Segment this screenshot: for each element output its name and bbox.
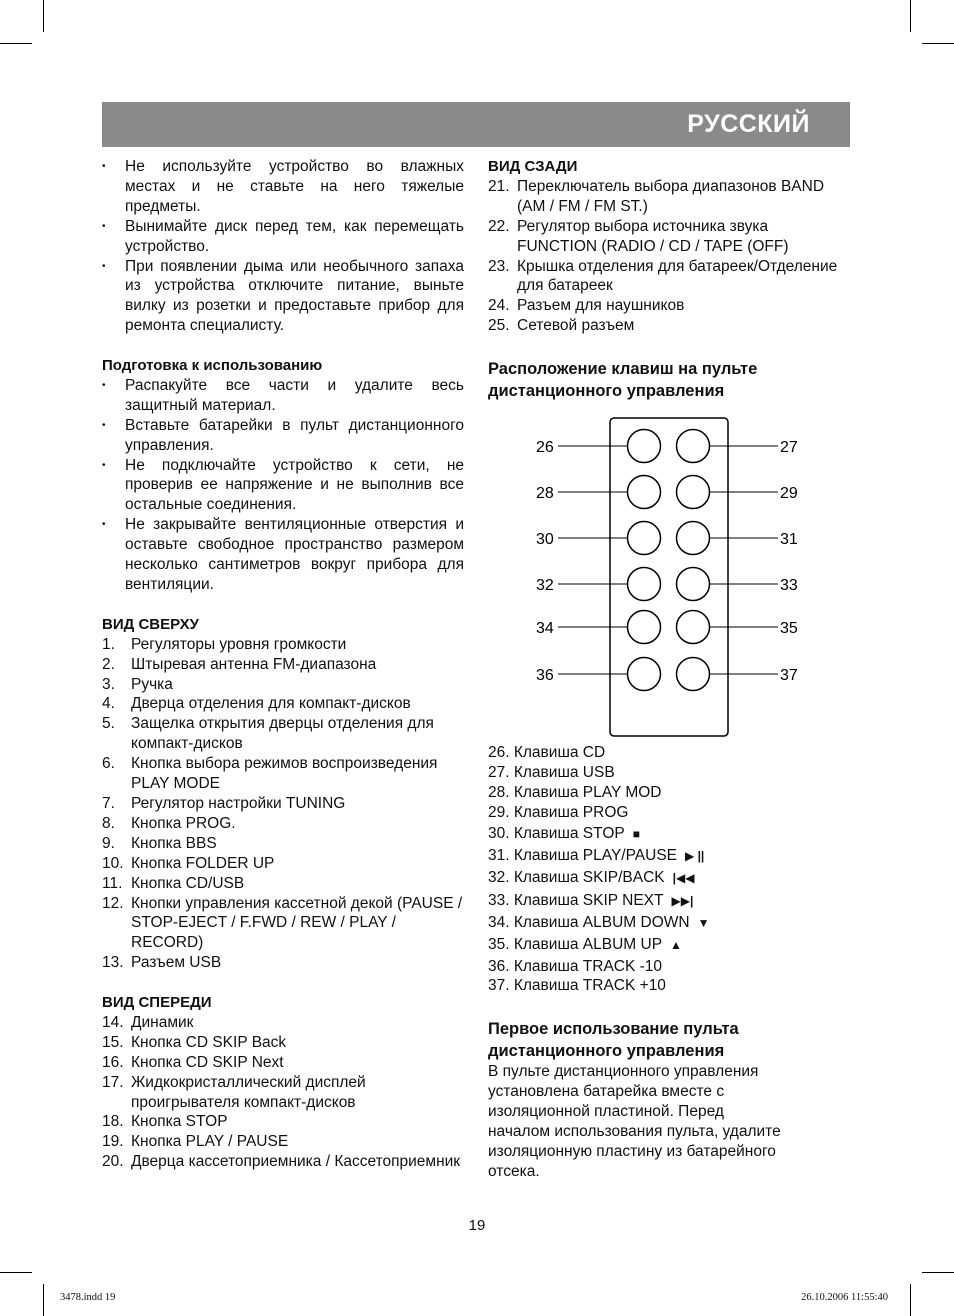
bullet-item: • Не подключайте устройство к сети, не проверив ее напряжение и не выполнив все остальные соединения. [102, 456, 464, 516]
remote-key-text: 29. Клавиша PROG [488, 803, 629, 821]
list-item-text: Кнопка выбора режимов воспроизведения PLAY MODE [131, 755, 438, 793]
remote-key-symbol-icon: ▶ || [685, 849, 705, 864]
bullet-item: • При появлении дыма или необычного запаха из устройства отключите питание, выньте вилку из розетки и предоставьте прибор для ремонта специалисту. [102, 257, 464, 337]
remote-key-text: 33. Клавиша SKIP NEXT [488, 891, 664, 909]
list-item [102, 1033, 464, 1053]
list-item-text: Кнопка PROG. [131, 814, 236, 832]
remote-key-symbol-icon: ▲ [670, 938, 682, 953]
button-label-right: 29 [780, 485, 798, 503]
button-label-left: 28 [536, 485, 554, 503]
paragraph-line: отсека. [488, 1162, 540, 1180]
front-view-heading: ВИД СПЕРЕДИ [102, 994, 212, 1012]
remote-button-left [628, 658, 661, 691]
first-use-heading: Первое использование пульта дистанционного управления [488, 1020, 739, 1061]
list-item [102, 1112, 464, 1132]
list-item-number: 3. [102, 675, 115, 693]
remote-button-right [677, 430, 710, 463]
remote-key-symbol-icon: |◀◀ [672, 871, 695, 886]
preparation-bullet-list [102, 376, 464, 595]
rear-view-list [488, 177, 850, 336]
top-view-list [102, 635, 464, 973]
list-item-text: Кнопки управления кассетной декой (PAUSE / STOP-EJECT / F.FWD / REW / PLAY / RECORD) [131, 894, 463, 952]
list-item-text: Регуляторы уровня громкости [131, 635, 347, 653]
list-item-number: 12. [102, 894, 124, 912]
list-item-number: 4. [102, 695, 115, 713]
list-item-number: 11. [102, 874, 123, 892]
remote-button-right [677, 476, 710, 509]
button-label-left: 26 [536, 439, 554, 457]
paragraph-line: изоляционной пластиной. Перед [488, 1103, 724, 1121]
button-label-left: 36 [536, 667, 554, 685]
remote-key-item [488, 976, 850, 996]
bullet-item: • Не используйте устройство во влажных местах и не ставьте на него тяжелые предметы. [102, 157, 464, 217]
list-item-number: 2. [102, 655, 115, 673]
list-item-number: 23. [488, 257, 510, 275]
remote-button-right [677, 658, 710, 691]
list-item [102, 953, 464, 973]
remote-key-item [488, 845, 850, 867]
remote-key-text: 28. Клавиша PLAY MOD [488, 783, 662, 801]
list-item-number: 24. [488, 297, 510, 315]
remote-key-item [488, 803, 850, 823]
list-item [488, 316, 850, 336]
remote-button-left [628, 568, 661, 601]
list-item-number: 1. [102, 635, 115, 653]
list-item-text: Кнопка PLAY / PAUSE [131, 1133, 289, 1151]
list-item-text: Динамик [131, 1013, 194, 1031]
right-column [488, 157, 850, 1182]
list-item-text: Дверца отделения для компакт-дисков [131, 695, 411, 713]
list-item-text: Разъем USB [131, 954, 222, 972]
list-item [102, 714, 464, 754]
crop-mark [0, 43, 32, 44]
list-item-number: 10. [102, 854, 124, 872]
remote-key-text: 27. Клавиша USB [488, 764, 615, 782]
bullet-item: • Не закрывайте вентиляционные отверстия и оставьте свободное пространство размером несколько сантиметров вокруг прибора для вентиляции. [102, 515, 464, 595]
remote-key-item [488, 934, 850, 956]
list-item-number: 19. [102, 1133, 124, 1151]
remote-button-left [628, 476, 661, 509]
remote-key-text: 31. Клавиша PLAY/PAUSE [488, 847, 677, 865]
list-item [102, 854, 464, 874]
remote-key-text: 34. Клавиша ALBUM DOWN [488, 913, 690, 931]
remote-key-item [488, 823, 850, 845]
list-item-text: Кнопка CD SKIP Back [131, 1033, 287, 1051]
list-item-text: Сетевой разъем [517, 317, 635, 335]
remote-key-text: 30. Клавиша STOP [488, 824, 625, 842]
paragraph-line: началом использования пульта, удалите [488, 1123, 781, 1141]
remote-key-symbol-icon: ▶▶| [671, 893, 694, 908]
button-label-right: 35 [780, 620, 798, 638]
list-item-number: 18. [102, 1113, 124, 1131]
list-item-text: Дверца кассетоприемника / Кассетоприемник [131, 1153, 461, 1171]
remote-layout-heading: Расположение клавиш на пульте дистанционного управления [488, 360, 758, 401]
remote-body-outline [610, 418, 728, 736]
list-item-number: 20. [102, 1153, 124, 1171]
list-item-number: 9. [102, 834, 115, 852]
list-item-text: Жидкокристаллический дисплей проигрывателя компакт-дисков [131, 1073, 366, 1111]
button-label-right: 27 [780, 439, 798, 457]
page-number: 19 [468, 1217, 486, 1234]
remote-diagram [488, 410, 850, 750]
button-label-left: 32 [536, 577, 554, 595]
list-item [102, 834, 464, 854]
button-label-right: 31 [780, 531, 798, 549]
rear-view-heading: ВИД СЗАДИ [488, 158, 578, 175]
list-item [102, 814, 464, 834]
list-item-number: 5. [102, 715, 115, 733]
remote-button-left [628, 430, 661, 463]
remote-button-right [677, 611, 710, 644]
crop-mark [43, 0, 44, 32]
list-item-number: 21. [488, 177, 510, 195]
list-item-text: Кнопка BBS [131, 834, 217, 852]
remote-key-list [488, 743, 850, 996]
remote-button-left [628, 611, 661, 644]
list-item-text: Штыревая антенна FM-диапазона [131, 655, 377, 673]
button-label-left: 34 [536, 620, 554, 638]
paragraph-line: В пульте дистанционного управления [488, 1063, 759, 1081]
list-item [488, 296, 850, 316]
remote-key-text: 36. Клавиша TRACK -10 [488, 957, 663, 975]
button-label-left: 30 [536, 531, 554, 549]
list-item-text: Защелка открытия дверцы отделения для компакт-дисков [131, 715, 434, 753]
preparation-heading: Подготовка к использованию [102, 357, 323, 375]
remote-key-item [488, 890, 850, 912]
bullet-item: • Вставьте батарейки в пульт дистанционного управления. [102, 416, 464, 456]
language-header-bar [102, 102, 850, 147]
list-item [488, 177, 850, 217]
list-item-text: Кнопка FOLDER UP [131, 854, 275, 872]
crop-mark [922, 43, 954, 44]
list-item [102, 655, 464, 675]
list-item-number: 15. [102, 1033, 124, 1051]
remote-key-text: 35. Клавиша ALBUM UP [488, 936, 663, 954]
list-item [488, 257, 850, 297]
remote-key-text: 26. Клавиша CD [488, 744, 606, 762]
list-item [488, 217, 850, 257]
list-item [102, 1152, 464, 1172]
list-item [102, 894, 464, 954]
top-view-heading: ВИД СВЕРХУ [102, 615, 199, 633]
remote-diagram-svg [488, 410, 850, 750]
list-item-text: Кнопка STOP [131, 1113, 228, 1131]
crop-mark [922, 1272, 954, 1273]
front-view-list [102, 1013, 464, 1172]
list-item [102, 1132, 464, 1152]
left-column [102, 157, 464, 1172]
first-use-text [488, 1062, 850, 1181]
list-item-number: 8. [102, 814, 115, 832]
list-item-number: 25. [488, 317, 510, 335]
remote-key-text: 37. Клавиша TRACK +10 [488, 977, 666, 995]
remote-key-symbol-icon: ■ [632, 826, 640, 841]
list-item-number: 17. [102, 1073, 124, 1091]
remote-key-text: 32. Клавиша SKIP/BACK [488, 869, 665, 887]
list-item [102, 754, 464, 794]
bullet-item: • Вынимайте диск перед тем, как перемещать устройство. [102, 217, 464, 257]
list-item-number: 14. [102, 1013, 124, 1031]
list-item-text: Регулятор выбора источника звука FUNCTION (RADIO / CD / TAPE (OFF) [517, 217, 789, 255]
remote-key-item [488, 867, 850, 889]
list-item [102, 874, 464, 894]
crop-mark [910, 0, 911, 32]
print-slug-date: 26.10.2006 11:55:40 [801, 1292, 888, 1303]
remote-key-item [488, 912, 850, 934]
list-item-number: 22. [488, 217, 510, 235]
remote-key-item [488, 783, 850, 803]
list-item-text: Ручка [131, 675, 173, 693]
print-slug-file: 3478.indd 19 [60, 1292, 116, 1303]
list-item-text: Крышка отделения для батареек/Отделение для батареек [517, 257, 838, 295]
list-item [102, 635, 464, 655]
list-item-number: 7. [102, 794, 115, 812]
crop-mark [43, 1284, 44, 1316]
language-title: РУССКИЙ [687, 110, 810, 138]
button-label-right: 33 [780, 577, 798, 595]
remote-key-symbol-icon: ▼ [697, 915, 710, 930]
list-item [102, 1013, 464, 1033]
paragraph-line: изоляционную пластину из батарейного [488, 1143, 776, 1160]
remote-key-item [488, 957, 850, 977]
list-item-text: Кнопка CD/USB [131, 874, 245, 892]
list-item-number: 16. [102, 1053, 124, 1071]
remote-button-right [677, 522, 710, 555]
bullet-item: • Распакуйте все части и удалите весь защитный материал. [102, 376, 464, 416]
intro-bullet-list [102, 157, 464, 336]
paragraph-line: установлена батарейка вместе с [488, 1083, 725, 1101]
list-item [102, 694, 464, 714]
list-item [102, 1073, 464, 1113]
remote-button-left [628, 522, 661, 555]
list-item-text: Кнопка CD SKIP Next [131, 1053, 284, 1071]
list-item-text: Переключатель выбора диапазонов BAND (AM / FM / FM ST.) [517, 177, 825, 215]
list-item-text: Регулятор настройки TUNING [131, 794, 346, 812]
remote-key-item [488, 763, 850, 783]
crop-mark [910, 1284, 911, 1316]
list-item [102, 1053, 464, 1073]
list-item [102, 794, 464, 814]
button-label-right: 37 [780, 667, 798, 685]
crop-mark [0, 1272, 32, 1273]
list-item-text: Разъем для наушников [517, 297, 685, 315]
list-item-number: 6. [102, 755, 115, 773]
list-item [102, 675, 464, 695]
remote-button-right [677, 568, 710, 601]
list-item-number: 13. [102, 954, 124, 972]
